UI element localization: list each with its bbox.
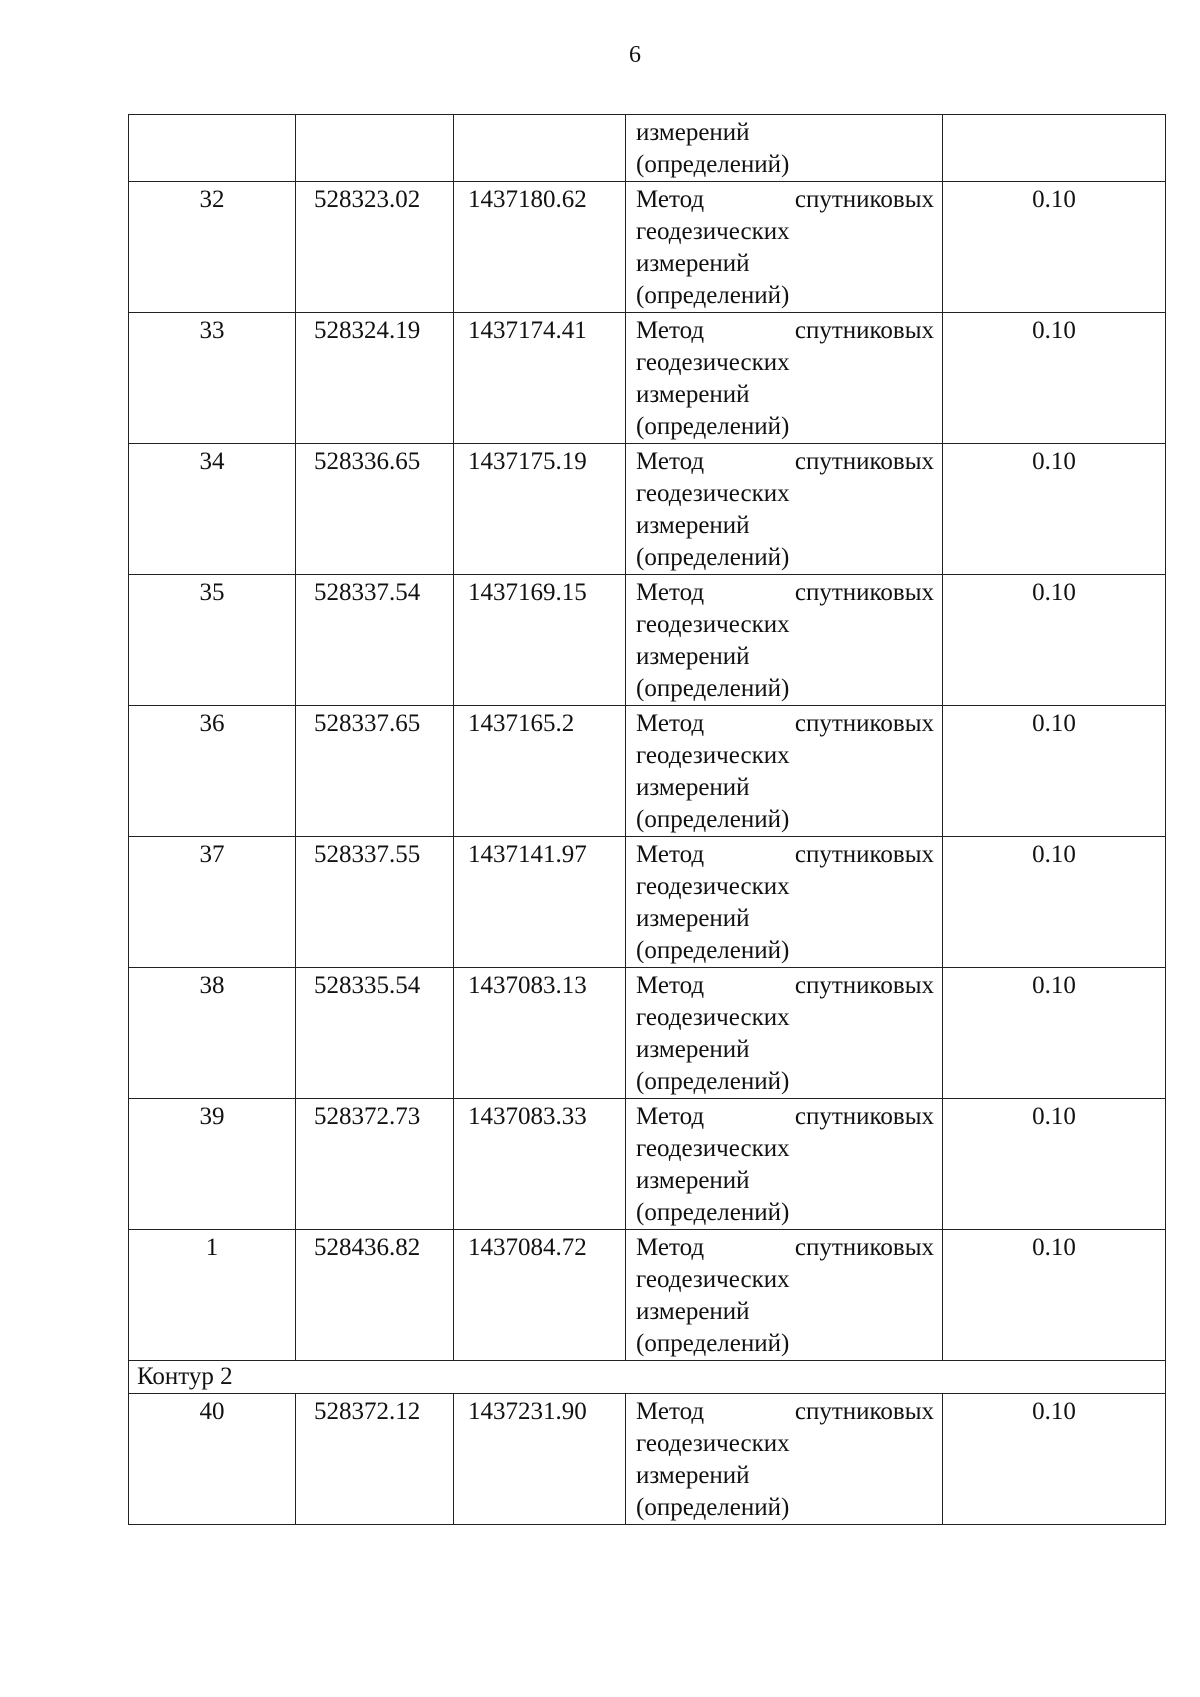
y-coordinate: 1437169.15 [454,575,626,706]
point-number: 39 [129,1099,296,1230]
x-coordinate: 528372.73 [296,1099,454,1230]
x-coordinate: 528324.19 [296,313,454,444]
method-line: геодезических [636,349,790,376]
table-row [129,182,1166,313]
method-line: геодезических [636,1430,790,1457]
contour-header-row [129,1361,1166,1394]
method-line: измерений [636,512,750,539]
method-line: измерений [636,1167,750,1194]
method-word: спутниковых [794,972,934,999]
method-line: геодезических [636,218,790,245]
method-line: (определений) [636,1068,790,1095]
method-cell [626,575,943,706]
method-word: Метод [636,317,705,344]
method-word: спутниковых [794,317,934,344]
y-coordinate: 1437083.33 [454,1099,626,1230]
method-cell [626,444,943,575]
point-number: 38 [129,968,296,1099]
method-word: Метод [636,1234,705,1261]
point-number: 35 [129,575,296,706]
y-coordinate: 1437141.97 [454,837,626,968]
point-number: 34 [129,444,296,575]
method-cell [626,313,943,444]
method-word: спутниковых [794,1398,934,1425]
x-coordinate: 528335.54 [296,968,454,1099]
method-line: геодезических [636,1004,790,1031]
x-coordinate: 528337.54 [296,575,454,706]
method-line: геодезических [636,1266,790,1293]
method-word: спутниковых [794,710,934,737]
table-row [129,706,1166,837]
method-line: (определений) [636,1330,790,1357]
y-cell [454,115,626,182]
method-word: Метод [636,710,705,737]
table-row [129,313,1166,444]
accuracy-value: 0.10 [943,1099,1166,1230]
method-cell [626,1099,943,1230]
method-line: (определений) [636,675,790,702]
x-coordinate: 528336.65 [296,444,454,575]
method-line: измерений [636,643,750,670]
x-cell [296,115,454,182]
method-line: измерений [636,1298,750,1325]
method-word: Метод [636,1398,705,1425]
y-coordinate: 1437180.62 [454,182,626,313]
point-number: 37 [129,837,296,968]
method-cell [626,968,943,1099]
method-word: Метод [636,972,705,999]
x-coordinate: 528372.12 [296,1394,454,1525]
accuracy-value: 0.10 [943,1230,1166,1361]
point-number: 32 [129,182,296,313]
accuracy-value: 0.10 [943,1394,1166,1525]
method-cell [626,182,943,313]
method-word: Метод [636,186,705,213]
y-coordinate: 1437175.19 [454,444,626,575]
method-line: (определений) [636,806,790,833]
method-word: спутниковых [794,1103,934,1130]
point-number: 1 [129,1230,296,1361]
page-number: 6 [629,42,641,68]
method-line: (определений) [636,151,790,178]
accuracy-value: 0.10 [943,837,1166,968]
y-coordinate: 1437165.2 [454,706,626,837]
accuracy-value: 0.10 [943,182,1166,313]
y-coordinate: 1437174.41 [454,313,626,444]
method-line: (определений) [636,1199,790,1226]
table-row [129,837,1166,968]
table-row [129,968,1166,1099]
method-line: измерений [636,905,750,932]
accuracy-value: 0.10 [943,968,1166,1099]
method-line: измерений [636,1462,750,1489]
method-line: (определений) [636,937,790,964]
contour-label: Контур 2 [129,1361,1166,1394]
method-line: (определений) [636,544,790,571]
accuracy-value: 0.10 [943,313,1166,444]
accuracy-value: 0.10 [943,706,1166,837]
method-cell [626,706,943,837]
table-row [129,1230,1166,1361]
coordinates-table-body [129,115,1166,1525]
y-coordinate: 1437231.90 [454,1394,626,1525]
method-word: Метод [636,841,705,868]
number-cell [129,115,296,182]
method-word: Метод [636,579,705,606]
method-line: измерений [636,1036,750,1063]
method-line: измерений [636,119,750,146]
coordinates-table [128,114,1166,1525]
x-coordinate: 528436.82 [296,1230,454,1361]
method-word: спутниковых [794,1234,934,1261]
method-line: геодезических [636,742,790,769]
x-coordinate: 528337.65 [296,706,454,837]
accuracy-value: 0.10 [943,575,1166,706]
continuation-row [129,115,1166,182]
table-row [129,575,1166,706]
method-cell [626,837,943,968]
accuracy-value: 0.10 [943,444,1166,575]
y-coordinate: 1437083.13 [454,968,626,1099]
method-word: спутниковых [794,448,934,475]
method-line: измерений [636,774,750,801]
method-line: измерений [636,381,750,408]
method-line: (определений) [636,413,790,440]
method-word: спутниковых [794,579,934,606]
point-number: 40 [129,1394,296,1525]
x-coordinate: 528323.02 [296,182,454,313]
method-word: Метод [636,1103,705,1130]
table-row [129,1394,1166,1525]
method-line: геодезических [636,611,790,638]
method-word: спутниковых [794,841,934,868]
method-cell [626,115,943,182]
y-coordinate: 1437084.72 [454,1230,626,1361]
method-line: геодезических [636,873,790,900]
method-line: измерений [636,250,750,277]
method-word: спутниковых [794,186,934,213]
table-row [129,444,1166,575]
method-line: (определений) [636,1494,790,1521]
method-line: геодезических [636,480,790,507]
x-coordinate: 528337.55 [296,837,454,968]
point-number: 36 [129,706,296,837]
table-row [129,1099,1166,1230]
method-cell [626,1394,943,1525]
method-word: Метод [636,448,705,475]
point-number: 33 [129,313,296,444]
accuracy-cell [943,115,1166,182]
method-line: геодезических [636,1135,790,1162]
method-cell [626,1230,943,1361]
method-line: (определений) [636,282,790,309]
